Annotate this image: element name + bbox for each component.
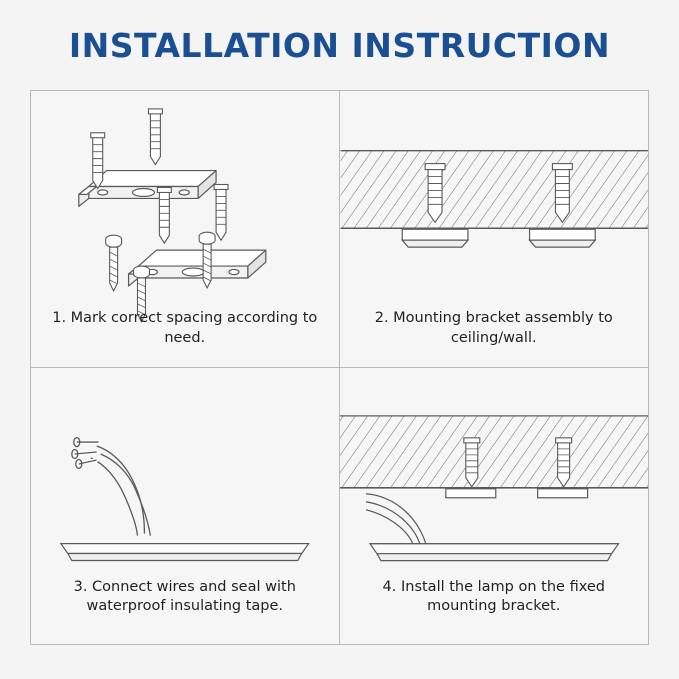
caption-step-2: 2. Mounting bracket assembly to ceiling/wall. <box>374 310 613 346</box>
caption-step-4: 4. Install the lamp on the fixed mounting bracket. <box>382 578 605 615</box>
page-title: INSTALLATION INSTRUCTION <box>68 26 611 65</box>
panel-step-2 <box>340 91 649 368</box>
panel-step-3 <box>31 368 340 645</box>
caption-step-1: 1. Mark correct spacing according to need. <box>52 310 318 346</box>
panel-step-1 <box>31 91 340 368</box>
steps-grid <box>30 90 649 645</box>
panel-step-4 <box>340 368 649 645</box>
caption-step-3: 3. Connect wires and seal with waterproof insulating tape. <box>73 578 296 615</box>
